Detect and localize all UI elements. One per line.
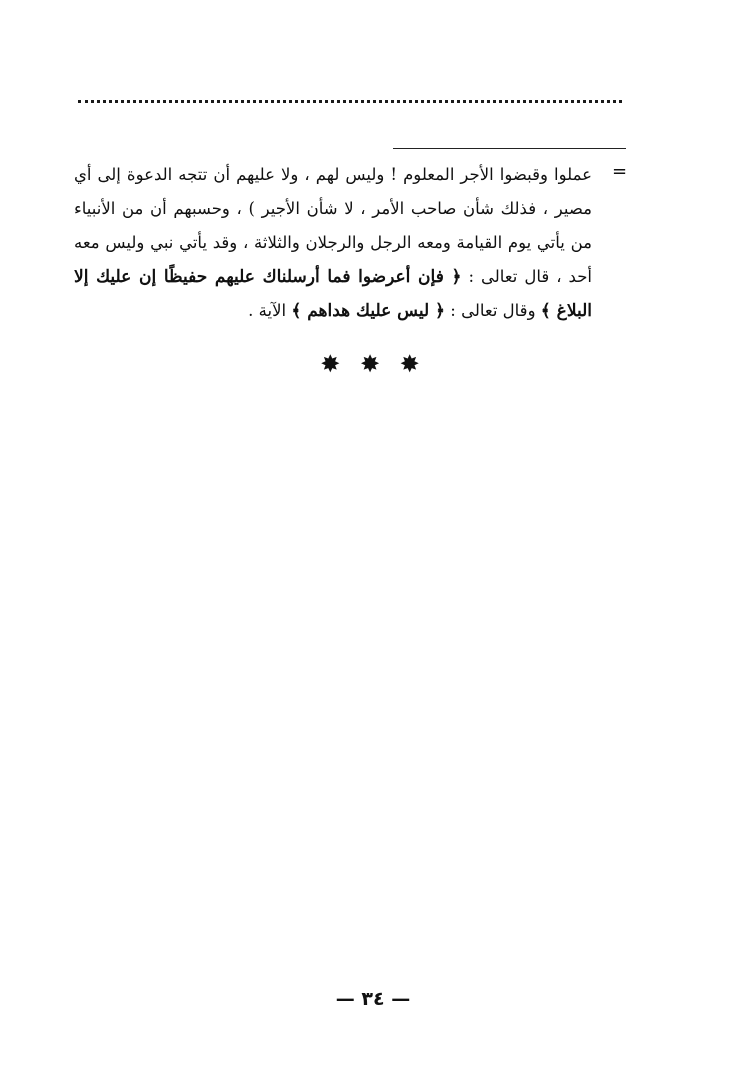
- footnote-line: من يأتي يوم القيامة ومعه الرجل والرجلان والثلاثة ، وقد يأتي نبي وليس معه: [74, 233, 592, 252]
- dotted-separator-rule: [78, 100, 622, 103]
- footnote-line-middle: وقال تعالى :: [445, 301, 541, 320]
- footnote-line: مصير ، فذلك شأن صاحب الأمر ، لا شأن الأجير ) ، وحسبهم أن من الأنبياء: [74, 199, 592, 218]
- section-separator-stars: ✸ ✸ ✸: [320, 350, 426, 378]
- quran-quote: ﴿ ليس عليك هداهم ﴾: [291, 301, 446, 321]
- footnote-line: عملوا وقبضوا الأجر المعلوم ! وليس لهم ، ولا عليهم أن تتجه الدعوة إلى أي: [74, 165, 592, 184]
- quran-quote: ﴿ فإن أعرضوا فما أرسلناك عليهم حفيظًا إن عليك إلا: [74, 267, 462, 287]
- footnote-line-suffix: الآية .: [248, 301, 292, 320]
- footnote-text: [74, 158, 592, 328]
- footnote-rule: [393, 148, 626, 149]
- footnote-line: [74, 260, 592, 294]
- quran-quote-end: البلاغ ﴾: [540, 301, 592, 321]
- page-number: — ٣٤ —: [335, 988, 411, 1010]
- footnote-line-prefix: أحد ، قال تعالى :: [461, 267, 592, 286]
- footnote-continuation-mark: =: [612, 161, 628, 182]
- footnote-line: [74, 294, 592, 328]
